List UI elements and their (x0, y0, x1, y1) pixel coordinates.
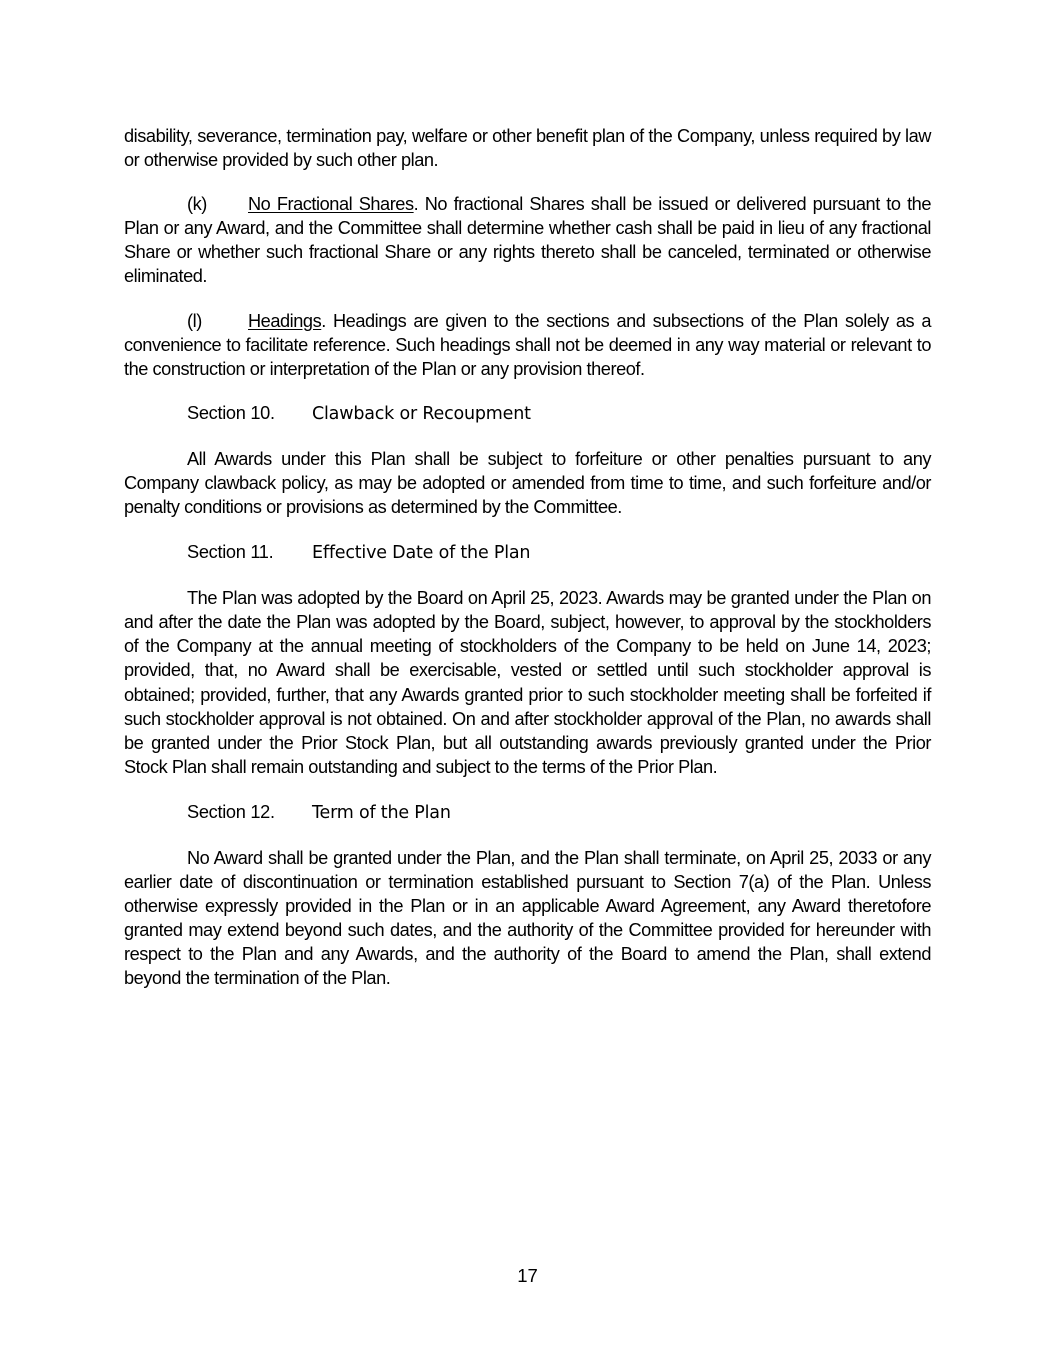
page-number: 17 (517, 1265, 538, 1286)
document-page (124, 124, 931, 1011)
subsection-l (124, 309, 931, 381)
subsection-text: . No fractional Shares shall be issued or delivered pursuant to the Plan or any Award, and the Committee shall determine whether cash shall be paid in lieu of any fractional Share or whether such fractional Share or any rights thereto shall be canceled, terminated or otherwise eliminated. (124, 194, 931, 287)
section-heading-10 (187, 401, 931, 426)
section-body-10: All Awards under this Plan shall be subject to forfeiture or other penalties pursuant to any Company clawback policy, as may be adopted or amended from time to time, and such forfeiture and/or penalty conditions or provisions as determined by the Committee. (124, 448, 931, 518)
subsection-text: . Headings are given to the sections and subsections of the Plan solely as a convenience to facilitate reference. Such headings shall not be deemed in any way material or relevant to the construction or interpretation of the Plan or any provision thereof. (124, 310, 931, 379)
section-body-12: No Award shall be granted under the Plan, and the Plan shall terminate, on April 25, 2033 or any earlier date of discontinuation or termination established pursuant to Section 7(a) of the Plan. Unless otherwise expressly provided in the Plan or in an applicable Award Agreement, any Award theretofore granted may extend beyond such dates, and the authority of the Committee provided for hereunder with respect to the Plan and any Awards, and the authority of the Board to amend the Plan, shall extend beyond the termination of the Plan. (124, 847, 931, 989)
section-number: Section 10. (187, 402, 275, 423)
section-heading-12 (187, 800, 931, 825)
section-title: Effective Date of the Plan (312, 543, 531, 564)
subsection-label: (l) (187, 310, 202, 331)
section-body-11: The Plan was adopted by the Board on April 25, 2023. Awards may be granted under the Plan on and after the date the Plan was adopted by the Board, subject, however, to approval by the stockholders of the Company at the annual meeting of stockholders of the Company to be held on June 14, 2023; provided, that, no Award shall be exercisable, vested or settled until such stockholder approval is obtained; provided, further, that any Awards granted prior to such stockholder meeting shall be forfeited if such stockholder approval is not obtained. On and after stockholder approval of the Plan, no awards shall be granted under the Prior Stock Plan, but all outstanding awards previously granted under the Prior Stock Plan shall remain outstanding and subject to the terms of the Prior Plan. (124, 588, 931, 777)
section-number: Section 12. (187, 801, 275, 822)
section-title: Clawback or Recoupment (312, 403, 531, 424)
subsection-title: No Fractional Shares (248, 194, 414, 215)
subsection-label: (k) (187, 194, 207, 215)
section-number: Section 11. (187, 542, 274, 563)
section-title: Term of the Plan (312, 802, 451, 823)
subsection-title: Headings (248, 310, 322, 331)
subsection-k (124, 192, 931, 288)
section-heading-11 (187, 540, 931, 565)
intro-paragraph: disability, severance, termination pay, welfare or other benefit plan of the Company, unless required by law or otherwise provided by such other plan. (124, 126, 931, 171)
